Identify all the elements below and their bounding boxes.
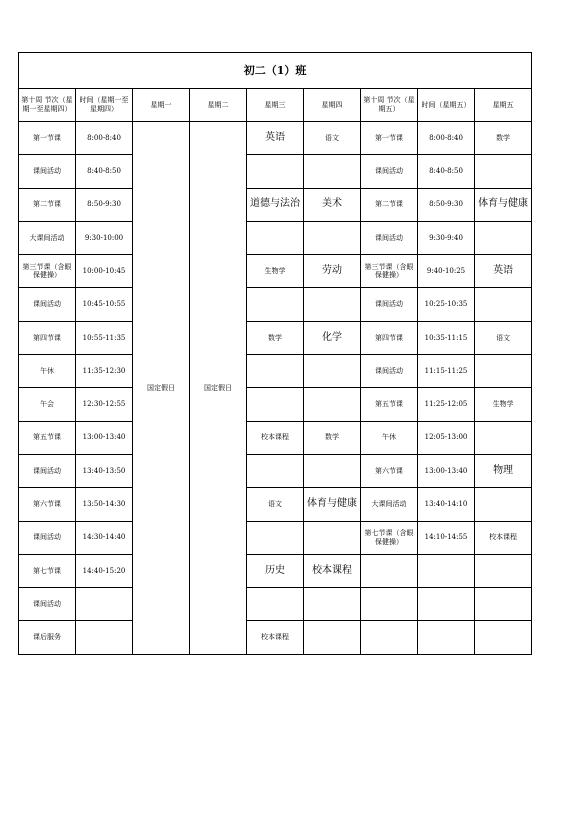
friday-time-cell: 13:00-13:40 [418, 454, 475, 487]
thursday-cell [304, 521, 361, 554]
time-cell: 14:40-15:20 [76, 554, 133, 587]
table-row [19, 521, 532, 554]
table-row [19, 554, 532, 587]
wednesday-cell [247, 454, 304, 487]
friday-period-cell: 第一节课 [361, 122, 418, 155]
friday-cell [475, 221, 532, 254]
thursday-cell [304, 588, 361, 621]
friday-cell: 生物学 [475, 388, 532, 421]
table-row [19, 122, 532, 155]
header-wednesday: 星期三 [247, 89, 304, 122]
header-time-mon-thu: 时间（星期一至星期四） [76, 89, 133, 122]
friday-period-cell: 课间活动 [361, 355, 418, 388]
friday-period-cell: 第三节课（含眼保健操） [361, 255, 418, 288]
wednesday-cell: 校本课程 [247, 621, 304, 654]
period-cell: 第四节课 [19, 321, 76, 354]
time-cell: 12:30-12:55 [76, 388, 133, 421]
friday-period-cell: 第二节课 [361, 188, 418, 221]
friday-period-cell: 课间活动 [361, 221, 418, 254]
period-cell: 大课间活动 [19, 221, 76, 254]
friday-cell: 校本课程 [475, 521, 532, 554]
timetable [18, 52, 532, 655]
period-cell: 第二节课 [19, 188, 76, 221]
period-cell: 午休 [19, 355, 76, 388]
friday-period-cell: 课间活动 [361, 288, 418, 321]
table-row [19, 188, 532, 221]
period-cell: 课间活动 [19, 454, 76, 487]
friday-period-cell: 第七节课（含眼保健操） [361, 521, 418, 554]
time-cell: 13:40-13:50 [76, 454, 133, 487]
table-row [19, 355, 532, 388]
period-cell: 第五节课 [19, 421, 76, 454]
wednesday-cell [247, 355, 304, 388]
table-row [19, 421, 532, 454]
header-time-fri: 时间（星期五） [418, 89, 475, 122]
thursday-cell [304, 621, 361, 654]
thursday-cell [304, 454, 361, 487]
wednesday-cell [247, 221, 304, 254]
thursday-cell: 体育与健康 [304, 488, 361, 521]
friday-time-cell [418, 621, 475, 654]
table-row [19, 621, 532, 654]
time-cell: 10:45-10:55 [76, 288, 133, 321]
time-cell: 8:50-9:30 [76, 188, 133, 221]
friday-cell: 数学 [475, 122, 532, 155]
friday-cell [475, 488, 532, 521]
wednesday-cell [247, 588, 304, 621]
friday-cell [475, 421, 532, 454]
table-row [19, 255, 532, 288]
table-row [19, 321, 532, 354]
time-cell [76, 621, 133, 654]
friday-time-cell: 11:15-11:25 [418, 355, 475, 388]
friday-time-cell: 8:40-8:50 [418, 155, 475, 188]
wednesday-cell: 语文 [247, 488, 304, 521]
time-cell: 8:00-8:40 [76, 122, 133, 155]
friday-time-cell: 13:40-14:10 [418, 488, 475, 521]
time-cell: 11:35-12:30 [76, 355, 133, 388]
wednesday-cell: 生物学 [247, 255, 304, 288]
tuesday-holiday-cell: 国定假日 [190, 122, 247, 655]
friday-period-cell: 课间活动 [361, 155, 418, 188]
period-cell: 第一节课 [19, 122, 76, 155]
friday-period-cell [361, 621, 418, 654]
time-cell [76, 588, 133, 621]
period-cell: 课间活动 [19, 588, 76, 621]
friday-cell: 体育与健康 [475, 188, 532, 221]
thursday-cell: 化学 [304, 321, 361, 354]
friday-cell [475, 288, 532, 321]
table-title: 初二（1）班 [19, 53, 532, 89]
period-cell: 第三节课（含眼保健操） [19, 255, 76, 288]
thursday-cell: 语文 [304, 122, 361, 155]
table-row [19, 388, 532, 421]
period-cell: 课间活动 [19, 521, 76, 554]
monday-holiday-cell: 国定假日 [133, 122, 190, 655]
friday-cell [475, 621, 532, 654]
friday-cell: 物理 [475, 454, 532, 487]
friday-time-cell: 9:30-9:40 [418, 221, 475, 254]
friday-time-cell: 8:00-8:40 [418, 122, 475, 155]
thursday-cell [304, 155, 361, 188]
thursday-cell [304, 355, 361, 388]
header-period-mon-thu: 第十周 节次（星期一至星期四） [19, 89, 76, 122]
wednesday-cell: 历史 [247, 554, 304, 587]
header-period-fri: 第十周 节次（星期五） [361, 89, 418, 122]
thursday-cell: 劳动 [304, 255, 361, 288]
wednesday-cell: 道德与法治 [247, 188, 304, 221]
thursday-cell: 数学 [304, 421, 361, 454]
period-cell: 课间活动 [19, 288, 76, 321]
friday-time-cell: 12:05-13:00 [418, 421, 475, 454]
period-cell: 午会 [19, 388, 76, 421]
friday-period-cell: 第五节课 [361, 388, 418, 421]
table-row [19, 155, 532, 188]
friday-time-cell: 9:40-10:25 [418, 255, 475, 288]
wednesday-cell [247, 388, 304, 421]
header-thursday: 星期四 [304, 89, 361, 122]
friday-period-cell: 午休 [361, 421, 418, 454]
friday-cell [475, 155, 532, 188]
friday-time-cell: 10:25-10:35 [418, 288, 475, 321]
time-cell: 9:30-10:00 [76, 221, 133, 254]
thursday-cell: 校本课程 [304, 554, 361, 587]
wednesday-cell: 英语 [247, 122, 304, 155]
period-cell: 课后服务 [19, 621, 76, 654]
friday-cell [475, 554, 532, 587]
friday-cell: 语文 [475, 321, 532, 354]
table-row [19, 288, 532, 321]
friday-time-cell: 11:25-12:05 [418, 388, 475, 421]
friday-cell [475, 355, 532, 388]
period-cell: 课间活动 [19, 155, 76, 188]
table-row [19, 454, 532, 487]
table-row [19, 488, 532, 521]
friday-period-cell: 大课间活动 [361, 488, 418, 521]
table-row [19, 588, 532, 621]
thursday-cell [304, 388, 361, 421]
wednesday-cell: 校本课程 [247, 421, 304, 454]
friday-cell [475, 588, 532, 621]
friday-time-cell [418, 554, 475, 587]
period-cell: 第六节课 [19, 488, 76, 521]
wednesday-cell [247, 288, 304, 321]
friday-time-cell: 8:50-9:30 [418, 188, 475, 221]
time-cell: 10:00-10:45 [76, 255, 133, 288]
time-cell: 10:55-11:35 [76, 321, 133, 354]
wednesday-cell: 数学 [247, 321, 304, 354]
friday-time-cell [418, 588, 475, 621]
time-cell: 8:40-8:50 [76, 155, 133, 188]
thursday-cell: 美术 [304, 188, 361, 221]
friday-time-cell: 14:10-14:55 [418, 521, 475, 554]
friday-time-cell: 10:35-11:15 [418, 321, 475, 354]
header-friday: 星期五 [475, 89, 532, 122]
wednesday-cell [247, 521, 304, 554]
friday-cell: 英语 [475, 255, 532, 288]
time-cell: 13:50-14:30 [76, 488, 133, 521]
table-row [19, 221, 532, 254]
header-monday: 星期一 [133, 89, 190, 122]
header-tuesday: 星期二 [190, 89, 247, 122]
period-cell: 第七节课 [19, 554, 76, 587]
thursday-cell [304, 221, 361, 254]
friday-period-cell: 第四节课 [361, 321, 418, 354]
friday-period-cell [361, 588, 418, 621]
friday-period-cell: 第六节课 [361, 454, 418, 487]
time-cell: 13:00-13:40 [76, 421, 133, 454]
friday-period-cell [361, 554, 418, 587]
time-cell: 14:30-14:40 [76, 521, 133, 554]
wednesday-cell [247, 155, 304, 188]
thursday-cell [304, 288, 361, 321]
